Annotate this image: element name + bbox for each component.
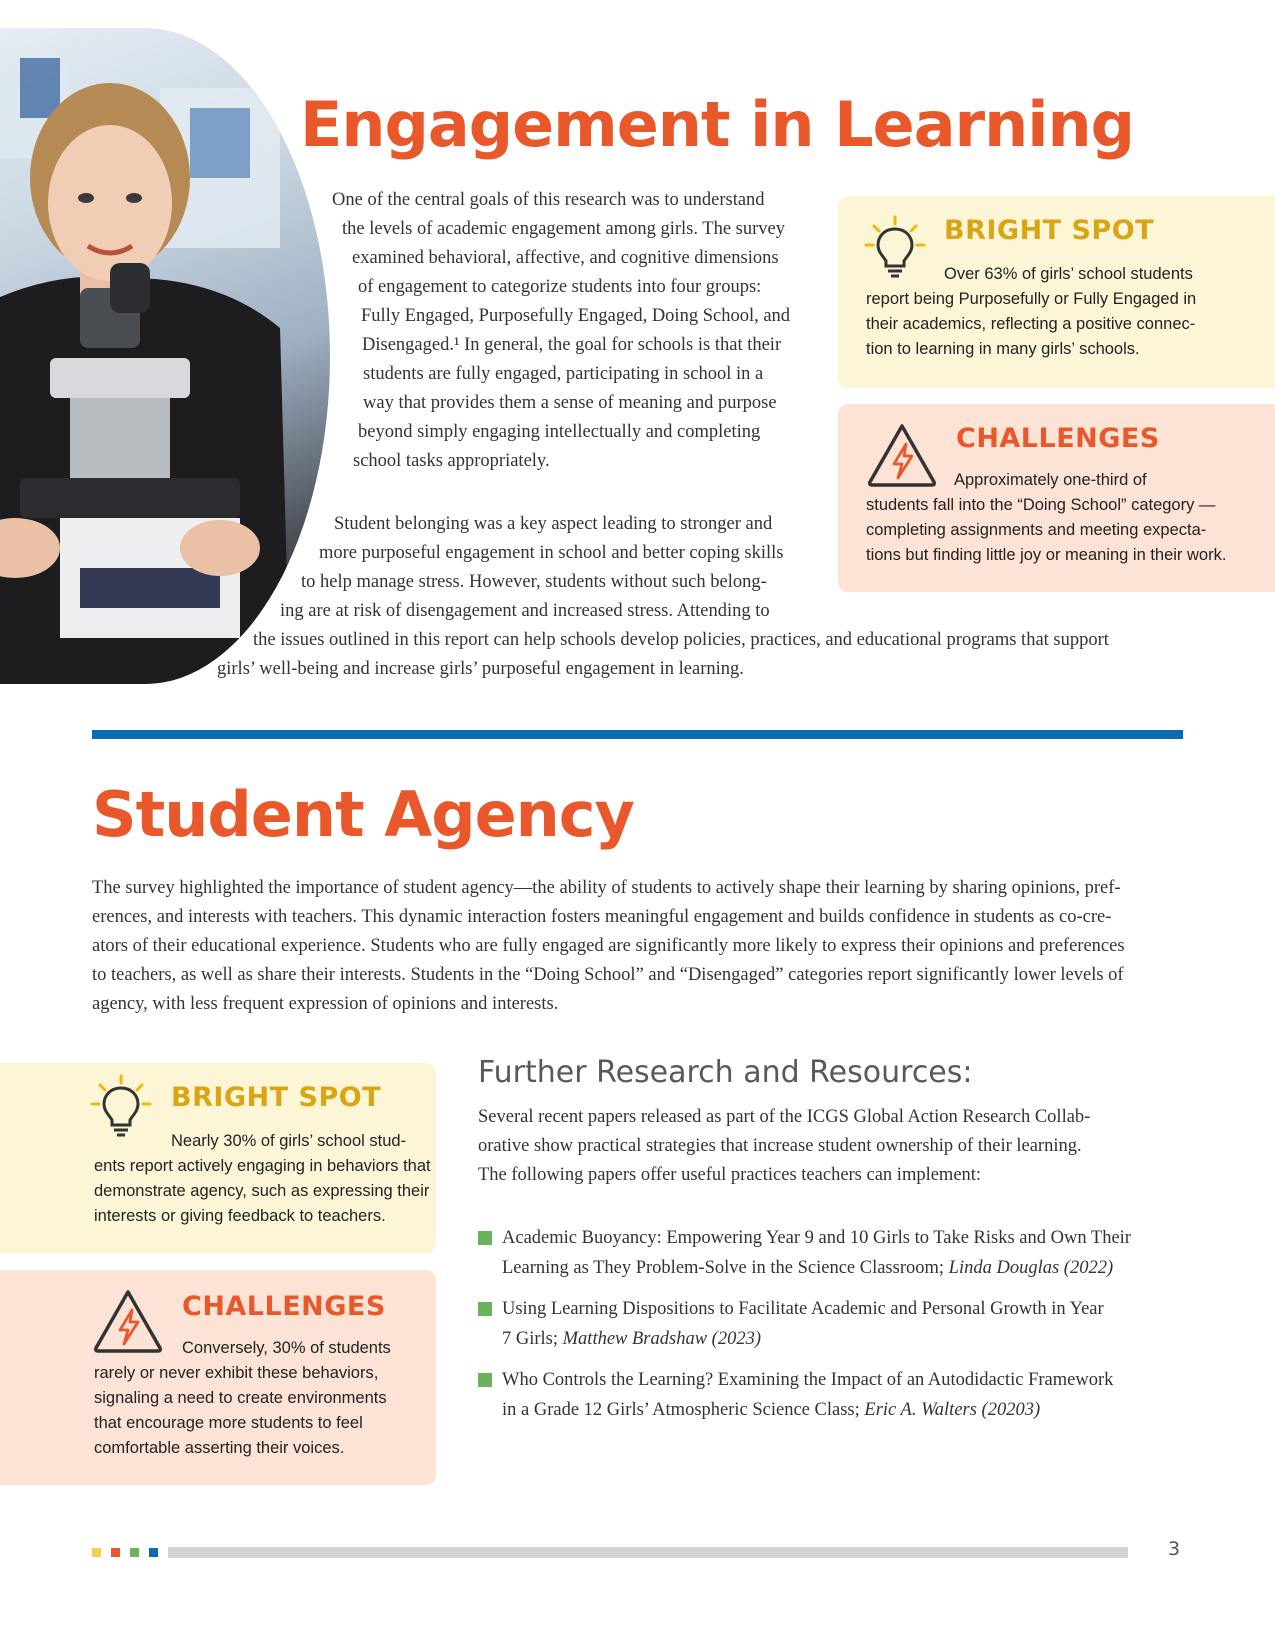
challenges-heading: CHALLENGES bbox=[182, 1291, 386, 1322]
resource-title-line: Learning as They Problem-Solve in the Science Classroom; bbox=[502, 1258, 949, 1278]
agency-bright-spot-box bbox=[0, 1063, 436, 1253]
lightbulb-icon bbox=[88, 1073, 154, 1139]
challenges-heading: CHALLENGES bbox=[956, 423, 1160, 454]
engagement-p1-line: of engagement to categorize students into four groups: bbox=[358, 277, 762, 297]
bright-spot-text-line: Nearly 30% of girls’ school stud- bbox=[171, 1132, 407, 1150]
agency-para-line: erences, and interests with teachers. This dynamic interaction fosters meaningful engagement and builds confidence in students as co-cre- bbox=[92, 907, 1112, 927]
engagement-p2-line: Student belonging was a key aspect leading to stronger and bbox=[334, 514, 773, 534]
engagement-p1-line: the levels of academic engagement among girls. The survey bbox=[342, 219, 785, 239]
further-intro-line: Several recent papers released as part of the ICGS Global Action Research Collab- bbox=[478, 1107, 1091, 1127]
engagement-p2-line: ing are at risk of disengagement and increased stress. Attending to bbox=[280, 601, 770, 621]
green-square-bullet bbox=[478, 1231, 492, 1245]
footer-progress-bar bbox=[168, 1547, 1128, 1558]
engagement-p1-line: Disengaged.¹ In general, the goal for schools is that their bbox=[362, 335, 782, 355]
resource-title-line: Using Learning Dispositions to Facilitate Academic and Personal Growth in Year bbox=[502, 1299, 1104, 1319]
engagement-p2-line: girls’ well-being and increase girls’ purposeful engagement in learning. bbox=[217, 659, 744, 679]
warning-lightning-icon bbox=[92, 1288, 164, 1354]
engagement-challenges-box bbox=[838, 404, 1275, 592]
challenges-text-line: comfortable asserting their voices. bbox=[94, 1439, 345, 1457]
agency-para-line: agency, with less frequent expression of opinions and interests. bbox=[92, 994, 559, 1014]
bright-spot-heading: BRIGHT SPOT bbox=[944, 215, 1155, 246]
agency-para-line: to teachers, as well as share their interests. Students in the “Doing School” and “Disengaged” categories report significantly lower levels of bbox=[92, 965, 1124, 985]
footer-dot-orange bbox=[111, 1548, 120, 1557]
green-square-bullet bbox=[478, 1302, 492, 1316]
further-intro-line: orative show practical strategies that increase student ownership of their learning. bbox=[478, 1136, 1082, 1156]
engagement-bright-spot-box bbox=[838, 196, 1275, 388]
further-intro-line: The following papers offer useful practices teachers can implement: bbox=[478, 1165, 982, 1185]
photo-illustration bbox=[0, 28, 330, 684]
agency-challenges-box bbox=[0, 1270, 436, 1485]
bright-spot-heading: BRIGHT SPOT bbox=[171, 1082, 382, 1113]
challenges-text-line: signaling a need to create environments bbox=[94, 1389, 387, 1407]
engagement-p2-line: to help manage stress. However, students without such belong- bbox=[301, 572, 767, 592]
challenges-text-line: students fall into the “Doing School” category — bbox=[866, 496, 1216, 514]
engagement-section-title: Engagement in Learning bbox=[300, 88, 1135, 161]
footer-dot-blue bbox=[149, 1548, 158, 1557]
section-divider bbox=[92, 730, 1183, 739]
challenges-text-line: rarely or never exhibit these behaviors, bbox=[94, 1364, 379, 1382]
challenges-text-line: tions but finding little joy or meaning in their work. bbox=[866, 546, 1227, 564]
engagement-p1-line: examined behavioral, affective, and cognitive dimensions bbox=[352, 248, 779, 268]
bright-spot-text-line: demonstrate agency, such as expressing their bbox=[94, 1182, 430, 1200]
engagement-p1-line: Fully Engaged, Purposefully Engaged, Doing School, and bbox=[361, 306, 791, 326]
page-number: 3 bbox=[1168, 1538, 1181, 1560]
student-microscope-photo bbox=[0, 28, 330, 684]
engagement-p1-line: students are fully engaged, participating in school in a bbox=[363, 364, 764, 384]
engagement-p1-line: school tasks appropriately. bbox=[353, 451, 550, 471]
engagement-p1-line: One of the central goals of this research was to understand bbox=[332, 190, 765, 210]
resource-title-line: 7 Girls; bbox=[502, 1329, 563, 1349]
agency-para-line: The survey highlighted the importance of student agency—the ability of students to actively shape their learning by sharing opinions, pref- bbox=[92, 878, 1121, 898]
engagement-p1-line: way that provides them a sense of meaning and purpose bbox=[363, 393, 777, 413]
challenges-text-line: completing assignments and meeting expecta- bbox=[866, 521, 1207, 539]
engagement-p1-line: beyond simply engaging intellectually and completing bbox=[358, 422, 761, 442]
lightbulb-icon bbox=[862, 214, 928, 280]
resource-author: Linda Douglas (2022) bbox=[948, 1258, 1114, 1278]
resource-title-line: Who Controls the Learning? Examining the Impact of an Autodidactic Framework bbox=[502, 1370, 1114, 1390]
further-research-heading: Further Research and Resources: bbox=[478, 1055, 973, 1090]
bright-spot-text-line: interests or giving feedback to teachers. bbox=[94, 1207, 386, 1225]
agency-para-line: ators of their educational experience. Students who are fully engaged are significantly more likely to express their opinions and preferences bbox=[92, 936, 1125, 956]
bright-spot-text-line: report being Purposefully or Fully Engaged in bbox=[866, 290, 1197, 308]
bright-spot-text-line: their academics, reflecting a positive connec- bbox=[866, 315, 1196, 333]
engagement-p2-line: more purposeful engagement in school and better coping skills bbox=[319, 543, 784, 563]
challenges-text-line: Approximately one-third of bbox=[954, 471, 1147, 489]
warning-lightning-icon bbox=[866, 422, 938, 488]
engagement-p2-line: the issues outlined in this report can help schools develop policies, practices, and educational programs that support bbox=[253, 630, 1109, 650]
green-square-bullet bbox=[478, 1373, 492, 1387]
bright-spot-text-line: Over 63% of girls’ school students bbox=[944, 265, 1193, 283]
challenges-text-line: Conversely, 30% of students bbox=[182, 1339, 391, 1357]
footer-dot-green bbox=[130, 1548, 139, 1557]
agency-section-title: Student Agency bbox=[92, 778, 634, 851]
resource-author: Eric A. Walters (20203) bbox=[864, 1400, 1041, 1420]
challenges-text-line: that encourage more students to feel bbox=[94, 1414, 363, 1432]
resource-title-line: Academic Buoyancy: Empowering Year 9 and 10 Girls to Take Risks and Own Their bbox=[502, 1228, 1131, 1248]
bright-spot-text-line: ents report actively engaging in behaviors that bbox=[94, 1157, 431, 1175]
bright-spot-text-line: tion to learning in many girls’ schools. bbox=[866, 340, 1140, 358]
resource-author: Matthew Bradshaw (2023) bbox=[562, 1329, 761, 1349]
resource-title-line: in a Grade 12 Girls’ Atmospheric Science Class; bbox=[502, 1400, 865, 1420]
footer-dot-yellow bbox=[92, 1548, 101, 1557]
